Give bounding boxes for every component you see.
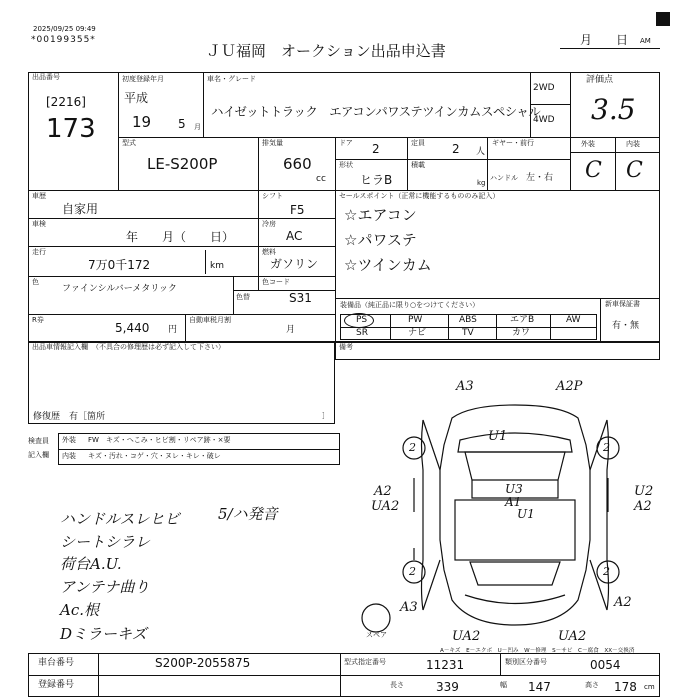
fuel-label: 燃料: [262, 248, 276, 256]
equip-tv: TV: [462, 328, 474, 338]
damage-mark: U1: [488, 429, 508, 444]
damage-mark: 2: [603, 441, 610, 454]
handwritten-side-note: 5/ハ発音: [218, 505, 278, 523]
checklist-exterior-label: 外装: [62, 436, 76, 444]
checklist-exterior-items: FW キズ・へこみ・ヒビ割・リペア跡・×要: [88, 436, 231, 444]
equip-ps: PS: [356, 315, 368, 325]
width-value: 147: [528, 680, 551, 694]
height-value: 178: [614, 680, 637, 694]
type-designation-value: 11231: [426, 658, 465, 672]
lot-number: 173: [46, 114, 96, 144]
tax-value: 5,440: [115, 321, 150, 335]
remarks-label: 備考: [339, 343, 353, 351]
handwritten-note: 荷台A.U.: [60, 555, 122, 573]
damage-mark: U1: [517, 507, 535, 521]
grade-value: 3.5: [591, 93, 636, 126]
equip-leather: カワ: [512, 328, 531, 338]
color-label: 色: [32, 278, 39, 286]
aircon-value: AC: [286, 229, 303, 243]
date-ampm: AM: [640, 37, 651, 45]
mileage-label: 走行: [32, 248, 46, 256]
displacement-unit: cc: [316, 174, 326, 184]
usage-value: 自家用: [62, 202, 99, 216]
damage-mark: U2: [634, 484, 654, 499]
bracket-close: ］: [322, 412, 329, 420]
displacement-label: 排気量: [262, 139, 283, 147]
fuel-value: ガソリン: [270, 257, 319, 271]
equip-abs: ABS: [459, 315, 477, 325]
damage-mark: 2: [603, 565, 610, 578]
damage-mark: A3: [400, 600, 418, 615]
drive-2wd: 2WD: [533, 83, 555, 93]
damage-mark: A2P: [556, 379, 583, 394]
timestamp: 2025/09/25 09:49: [33, 25, 96, 33]
exterior-label: 外装: [581, 140, 595, 148]
owner-notes-sublabel: （不具合の修理歴は必ず記入して下さい）: [92, 343, 225, 351]
equipment-label: 装備品（純正品に限り○をつけてください）: [340, 301, 480, 309]
equip-navi: ナビ: [408, 328, 427, 338]
mileage-unit: km: [210, 261, 224, 271]
handwritten-note: Dミラーキズ: [60, 625, 147, 643]
registration-era: 平成: [124, 91, 149, 105]
chassis-number: S200P-2055875: [155, 656, 251, 670]
checklist-interior-label: 内装: [62, 452, 76, 460]
damage-mark: A1: [505, 495, 522, 509]
damage-mark: A2: [614, 595, 632, 610]
date-field: 月 日: [580, 33, 629, 47]
registration-month: 5: [178, 117, 186, 131]
damage-mark: U3: [505, 482, 523, 496]
damage-mark: A3: [456, 379, 474, 394]
tax-unit: 円: [168, 325, 178, 335]
registration-label: 初度登録年月: [122, 75, 164, 83]
type-label: 型式: [122, 139, 136, 147]
inspection-value: 年 月（ 日）: [126, 230, 235, 244]
capacity-label: 定員: [411, 139, 425, 147]
displacement-value: 660: [283, 155, 312, 173]
registration-year: 19: [132, 113, 152, 131]
divider: [28, 675, 660, 676]
sales-points-label: セールスポイント（正常に機能するもののみ記入）: [339, 192, 500, 200]
color-code: S31: [289, 291, 312, 305]
model-label: 車名・グレード: [207, 75, 256, 83]
load-unit: kg: [477, 179, 486, 187]
interior-label: 内装: [626, 140, 640, 148]
handwritten-note: アンテナ曲り: [60, 578, 150, 596]
height-label: 高さ: [585, 681, 599, 689]
shape-label: 形状: [339, 161, 353, 169]
length-label: 長さ: [390, 681, 404, 689]
divider: [500, 653, 501, 675]
usage-label: 車歴: [32, 192, 46, 200]
recycle-label: 自動車税月割: [189, 316, 231, 324]
height-unit: cm: [644, 683, 655, 691]
lot-code: [2216]: [46, 95, 86, 109]
equip-aw: AW: [566, 315, 581, 325]
damage-legend: A－キズ E－エクボ U－凹み W－修理 S－サビ C－腐食 XX－交換済: [440, 647, 635, 654]
spare-tire-label: スペア: [366, 631, 387, 639]
owner-notes-label: 出品車情報記入欄: [32, 343, 88, 351]
type-designation-label: 型式指定番号: [344, 658, 386, 666]
interior-grade: C: [626, 158, 643, 183]
shift-value: F5: [290, 203, 305, 217]
exterior-grade: C: [585, 158, 602, 183]
equip-sr: SR: [356, 328, 368, 338]
capacity-value: 2: [452, 142, 460, 156]
grade-label: 評価点: [586, 75, 614, 85]
damage-mark: UA2: [371, 499, 400, 514]
aircon-label: 冷房: [262, 220, 276, 228]
capacity-unit: 人: [476, 147, 486, 157]
type-value: LE-S200P: [147, 155, 218, 173]
handwritten-note: シートシラレ: [60, 533, 151, 551]
damage-mark: 2: [409, 441, 416, 454]
divider: [98, 653, 99, 697]
handle-label: ハンドル: [490, 174, 518, 182]
damage-mark: UA2: [452, 629, 481, 644]
checklist-label-1: 検査員: [28, 437, 49, 445]
category-number-label: 類別区分番号: [505, 658, 547, 666]
tax-label: R券: [32, 316, 44, 324]
equip-pw: PW: [408, 315, 423, 325]
chassis-label: 車台番号: [38, 658, 75, 668]
drive-4wd: 4WD: [533, 115, 555, 125]
damage-mark: A2: [634, 499, 652, 514]
page-title: ＪＵ福岡 オークション出品申込書: [206, 42, 446, 60]
handwritten-note: Ac.根: [60, 601, 100, 619]
serial-number: *00199355*: [31, 35, 96, 45]
length-value: 339: [436, 680, 459, 694]
model-name: ハイゼットトラック エアコンパワステツインカムスペシャル: [211, 104, 541, 119]
damage-mark: 2: [409, 565, 416, 578]
equip-airbag: エアB: [510, 315, 535, 325]
checklist-interior-items: キズ・汚れ・コゲ・穴・ヌレ・キレ・破レ: [88, 452, 221, 460]
inspection-label: 車検: [32, 220, 46, 228]
recycle-unit: 月: [286, 325, 296, 335]
shape-value: ヒラB: [360, 173, 393, 187]
shift-label: シフト: [262, 192, 283, 200]
mileage-value: 7万0千172: [88, 258, 151, 272]
handwritten-note: ハンドルスレヒビ: [60, 510, 180, 528]
registration-month-unit: 月: [194, 123, 201, 131]
damage-mark: UA2: [558, 629, 587, 644]
new-car-warranty-value: 有・無: [612, 321, 640, 331]
color-value: ファインシルバーメタリック: [62, 284, 177, 294]
handle-value: 左・右: [526, 173, 554, 183]
new-car-warranty-label: 新車保証書: [605, 300, 640, 308]
divider: [340, 653, 341, 697]
sales-point: ☆ツインカム: [344, 256, 432, 274]
sales-point: ☆エアコン: [344, 206, 417, 224]
color-change-label: 色替: [236, 293, 250, 301]
color-code-label: 色コード: [262, 278, 290, 286]
category-number-value: 0054: [590, 658, 621, 672]
lot-label: 出品番号: [32, 73, 60, 81]
gear-label: ギヤー・前行: [492, 139, 534, 147]
sales-point: ☆パワステ: [344, 231, 417, 249]
checklist-label-2: 記入欄: [28, 451, 49, 459]
load-label: 積載: [411, 161, 425, 169]
doors-value: 2: [372, 142, 380, 156]
registration-number-label: 登録番号: [38, 680, 75, 690]
repair-history-label: 修復歴 有［箇所: [33, 412, 106, 422]
damage-mark: A2: [374, 484, 392, 499]
doors-label: ドア: [339, 139, 353, 147]
width-label: 幅: [500, 681, 507, 689]
